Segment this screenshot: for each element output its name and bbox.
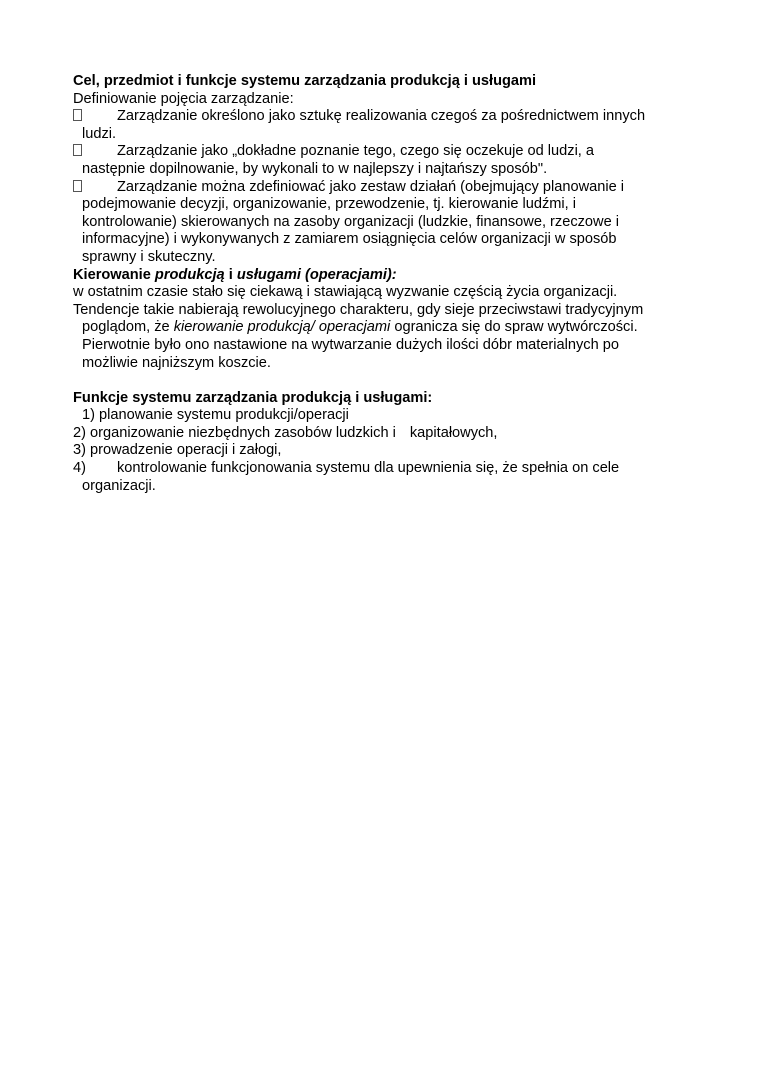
list-item: 3) prowadzenie operacji i załogi, [73,442,282,459]
bullet-text: sprawny i skuteczny. [82,248,216,265]
list-item: organizacji. [82,477,156,494]
paragraph-text: poglądom, że kierowanie produkcją/ operacjami ogranicza się do spraw wytwórczości. [82,319,638,336]
bullet-text: ludzi. [82,125,117,142]
paragraph-text: Tendencje takie nabierają rewolucyjnego charakteru, gdy sieje przeciwstawi tradycyjnym [73,301,644,318]
bullet-text: kontrolowanie) skierowanych na zasoby organizacji (ludzkie, finansowe, rzeczowe i [82,213,619,230]
paragraph-text: możliwie najniższym koszcie. [82,354,271,371]
paragraph-text: Pierwotnie było ono nastawione na wytwarzanie dużych ilości dóbr materialnych po [82,336,620,353]
bullet-text: Zarządzanie określono jako sztukę realizowania czegoś za pośrednictwem innych [117,108,646,125]
bullet-text: podejmowanie decyzji, organizowanie, przewodzenie, tj. kierowanie ludźmi, i [82,196,577,213]
definition-bullet-1 [73,108,683,143]
bullet-box-icon [73,144,82,156]
list-item: 1) planowanie systemu produkcji/operacji [82,407,349,424]
bullet-text: Zarządzanie można zdefiniować jako zestaw działań (obejmujący planowanie i [117,178,624,195]
list-item: 4) kontrolowanie funkcjonowania systemu dla upewnienia się, że spełnia on cele [73,460,620,477]
definition-bullet-3 [73,179,683,267]
bullet-box-icon [73,109,82,121]
bullet-box-icon [73,180,82,192]
definition-intro: Definiowanie pojęcia zarządzanie: [73,90,294,107]
list-item: 2) organizowanie niezbędnych zasobów ludzkich i kapitałowych, [73,424,498,441]
section-title-management: Kierowanie produkcją i usługami (operacjami): [73,266,397,283]
bullet-text: Zarządzanie jako „dokładne poznanie tego, czego się oczekuje od ludzi, a [117,143,595,160]
bullet-text: informacyjne) i wykonywanych z zamiarem osiągnięcia celów organizacji w sposób [82,231,617,248]
spacer [73,372,683,390]
section-title-goal: Cel, przedmiot i funkcje systemu zarządzania produkcją i usługami [73,73,537,89]
document-page [73,73,683,495]
definition-bullet-2 [73,143,683,178]
paragraph-text: w ostatnim czasie stało się ciekawą i stawiającą wyzwanie częścią życia organizacji. [73,284,618,301]
section-title-functions: Funkcje systemu zarządzania produkcją i usługami: [73,389,433,406]
bullet-text: następnie dopilnowanie, by wykonali to w najlepszy i najtańszy sposób". [82,160,548,177]
